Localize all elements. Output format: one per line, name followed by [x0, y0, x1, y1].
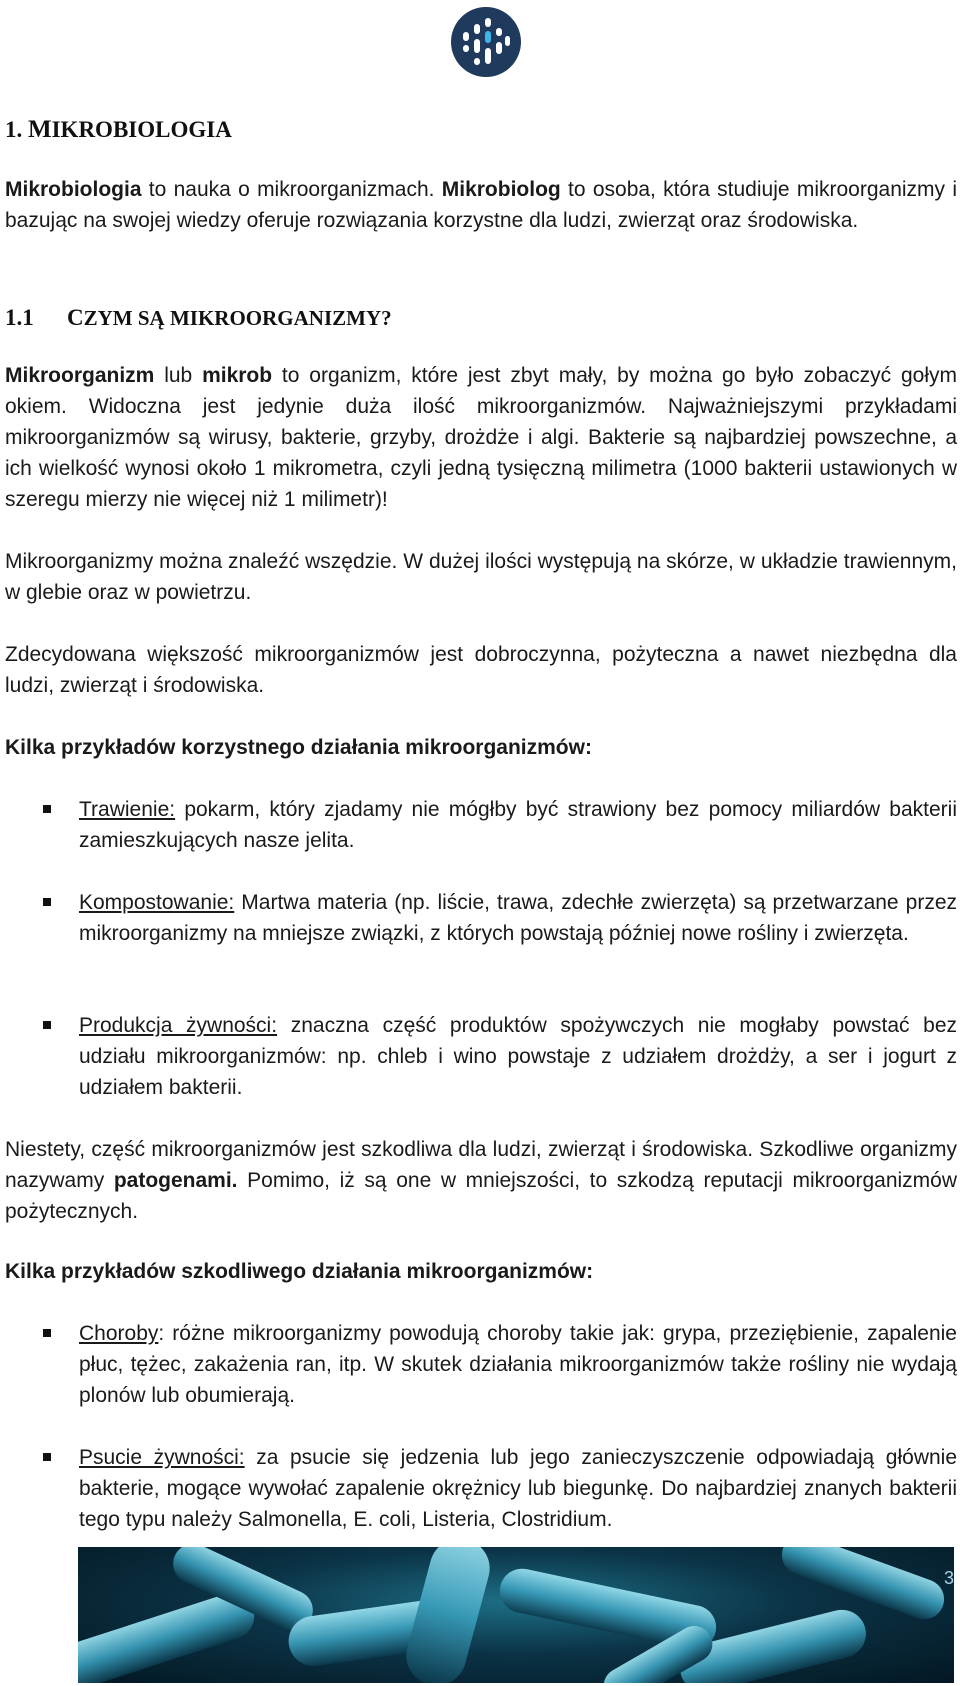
section-heading: 1. MIKROBIOLOGIA [5, 116, 232, 143]
definition-paragraph: Mikroorganizm lub mikrob to organizm, które jest zbyt mały, by można go było zobaczyć gołym okiem. Widoczna jest jedynie duża ilość mikroorganizmów. Najważniejszymi przykładami mikroorganizmów są wirusy, bakterie, grzyby, drożdże i algi. Bakterie są najbardziej powszechne, a ich wielkość wynosi około 1 mikrometra, czyli jedną tysięczną milimetra (1000 bakterii ustawionych w szeregu mierzy nie więcej niż 1 milimetr)! [5, 364, 957, 511]
bullet-icon [43, 1453, 51, 1461]
bullet-icon [43, 1329, 51, 1337]
bullet-icon [43, 1021, 51, 1029]
bullet-icon [43, 805, 51, 813]
subsection-heading: 1.1 CZYM SĄ MIKROORGANIZMY? [5, 305, 392, 330]
bullet-icon [43, 898, 51, 906]
harmful-heading: Kilka przykładów szkodliwego działania mikroorganizmów: [5, 1260, 594, 1283]
document-page: 1. MIKROBIOLOGIA Mikrobiologia to nauka o mikroorganizmach. Mikrobiolog to osoba, która studiuje mikroorganizmy i bazując na swojej wiedzy oferuje rozwiązania korzystne dla ludzi, zwierząt oraz środowiska. 1.1 CZYM SĄ MIKROORGANIZMY? Mikroorganizm lub mikrob to organizm, które jest zbyt mały, by można go było zobaczyć gołym okiem. Widoczna jest jedynie duża ilość mikroorganizmów. Najważniejszymi przykładami mikroorganizmów są wirusy, bakterie, grzyby, drożdże i algi. Bakterie są najbardziej powszechne, a ich wielkość wynosi około 1 mikrometra, czyli jedną tysięczną milimetra (1000 bakterii ustawionych w szeregu mierzy nie więcej niż 1 milimetr)! Mikroorganizmy można znaleźć wszędzie. W dużej ilości występują na skórze, w układzie trawiennym, w glebie oraz w powietrzu. Zdecydowana większość mikroorganizmów jest dobroczynna, pożyteczna a nawet niezbędna dla ludzi, zwierząt i środowiska. Kilka przykładów korzystnego działania mikroorganizmów: Trawienie: pokarm, który zjadamy nie mógłby być strawiony bez pomocy miliardów bakterii zamieszkujących nasze jelita. Kompostowanie: Martwa materia (np. liście, trawa, zdechłe zwierzęta) są przetwarzane przez mikroorganizmy na mniejsze związki, z których powstają później nowe rośliny i zwierzęta. Produkcja żywności: znaczna część produktów spożywczych nie mogłaby powstać bez udziału mikroorganizmów: np. chleb i wino powstaje z udziałem drożdży, a ser i jogurt z udziałem bakterii. Niestety, część mikroorganizmów jest szkodliwa dla ludzi, zwierząt i środowiska. Szkodliwe organizmy nazywamy patogenami. Pomimo, iż są one w mniejszości, to szkodzą reputacji mikroorganizmów pożytecznych. Kilka przykładów szkodliwego działania mikroorganizmów: Choroby: różne mikroorganizmy powodują choroby takie jak: grypa, przeziębienie, zapalenie płuc, tężec, zakażenia ran, itp. W skutek działania mikroorganizmów także rośliny nie wydają plonów lub obumierają. Psucie żywności: za psucie się jedzenia lub jego zanieczyszczenie odpowiadają głównie bakterie, mogące wywołać zapalenie okrężnicy lub biegunkę. Do najbardziej znanych bakterii tego typu należy Salmonella, E. coli, Listeria, Clostridium. 3 [0, 0, 960, 1686]
bacteria-illustration [78, 1547, 954, 1683]
dots-logo [450, 6, 522, 78]
benefit-paragraph: Zdecydowana większość mikroorganizmów jest dobroczynna, pożyteczna a nawet niezbędna dla ludzi, zwierząt i środowiska. [5, 643, 957, 697]
beneficial-heading: Kilka przykładów korzystnego działania mikroorganizmów: [5, 736, 592, 759]
pathogen-paragraph: Niestety, część mikroorganizmów jest szkodliwa dla ludzi, zwierząt i środowiska. Szkodliwe organizmy nazywamy patogenami. Pomimo, iż są one w mniejszości, to szkodzą reputacji mikroorganizmów pożytecznych. [5, 1138, 958, 1223]
occurrence-paragraph: Mikroorganizmy można znaleźć wszędzie. W dużej ilości występują na skórze, w układzie trawiennym, w glebie oraz w powietrzu. [5, 550, 957, 604]
intro-paragraph: Mikrobiologia to nauka o mikroorganizmach. Mikrobiolog to osoba, która studiuje mikroorganizmy i bazując na swojej wiedzy oferuje rozwiązania korzystne dla ludzi, zwierząt oraz środowiska. [5, 178, 957, 232]
page-number: 3 [943, 1568, 954, 1588]
